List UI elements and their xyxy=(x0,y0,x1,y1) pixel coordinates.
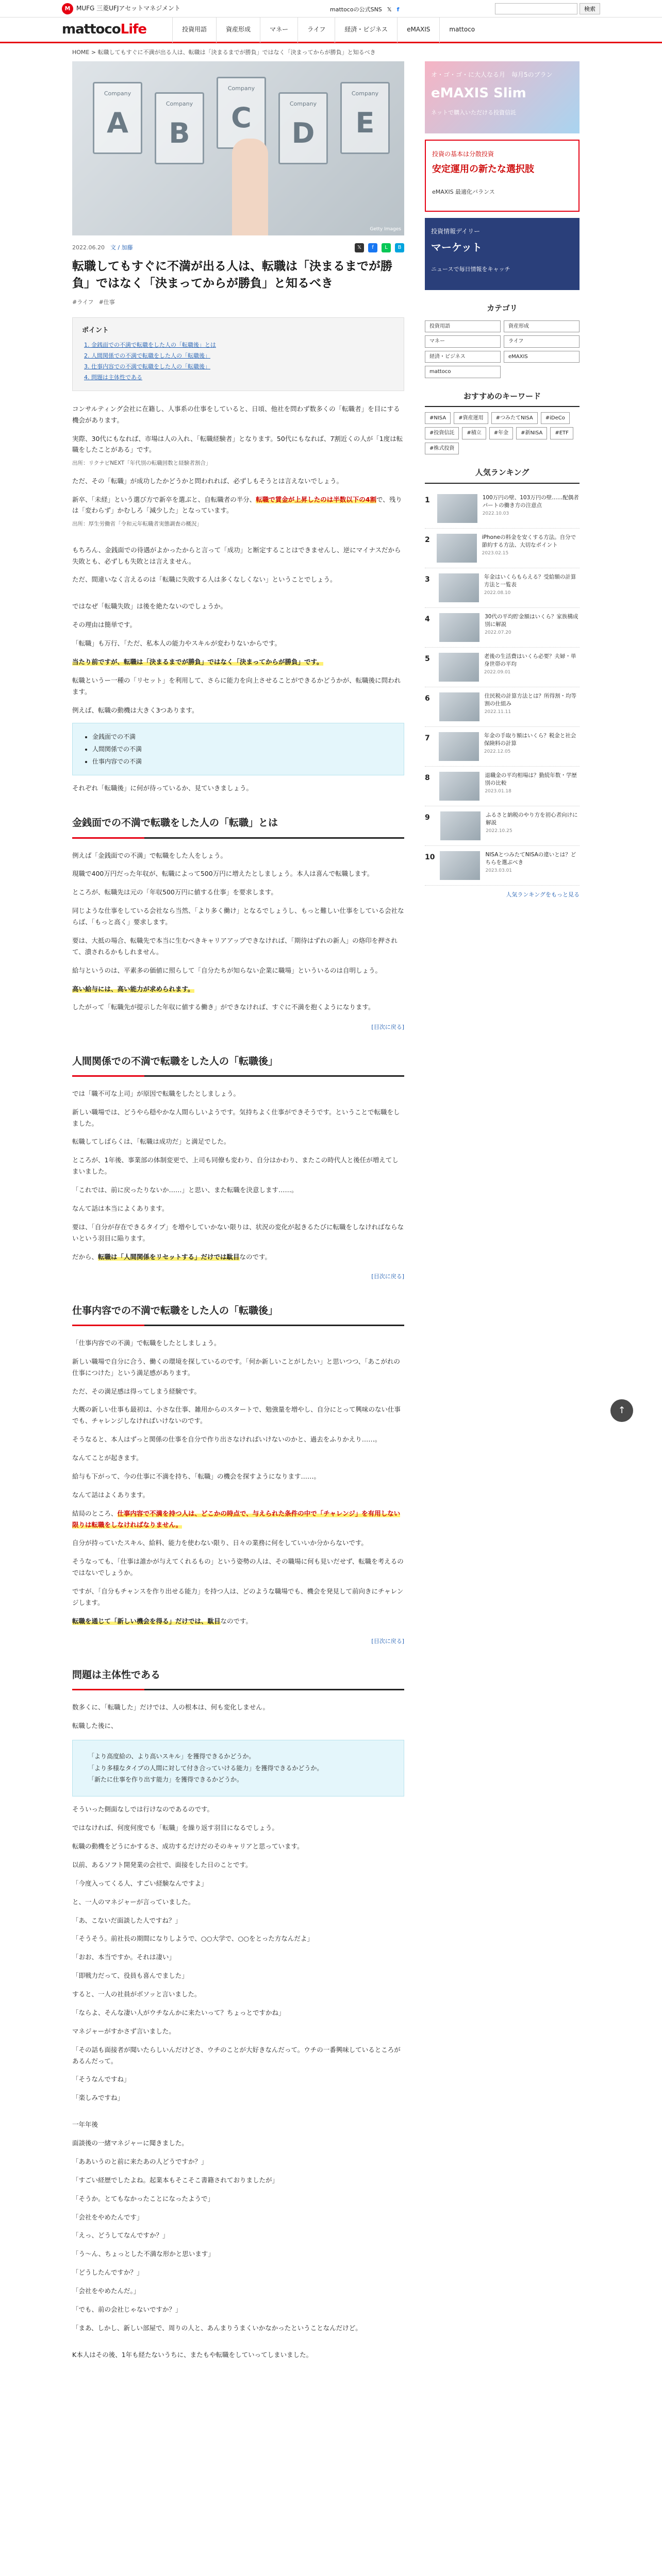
ranking-item[interactable]: 10 NISAとつみたてNISAの違いとは？どちらを選ぶべき 2023.03.01 xyxy=(425,846,580,886)
hatena-share-icon[interactable]: B xyxy=(395,243,404,252)
dialog-line: 「今度入ってくる人、すごい経験なんですよ」 xyxy=(72,1879,208,1887)
ranking-thumbnail xyxy=(437,494,477,523)
body-para: そうなっても、「仕事は誰かが与えてくれるもの」という姿勢の人は、その職場に何も見いだせず、転職を考えるのではないでしょうか。 xyxy=(72,1557,404,1577)
dialog-line: 「そうなんですね」 xyxy=(72,2075,130,2083)
ranking-item[interactable]: 8 退職金の平均相場は？勤続年数・学歴別の比較 2023.01.18 xyxy=(425,767,580,806)
dialog-line: 「その話も面接者が聞いたらしいんだけどさ、ウチのことが大好きなんだって。ウチの一番興味しているところがあるんだって。 xyxy=(72,2045,401,2065)
company-card-a: Company A xyxy=(93,82,142,154)
body-para: ではなぜ「転職失敗」は後を絶たないのでしょうか。 xyxy=(72,602,227,611)
dialog-line: 「ああいうのと前に来たあの人どうですか？」 xyxy=(72,2157,208,2165)
dialog-line: 「会社をやめたんだ。」 xyxy=(72,2287,140,2295)
body-para: 転職した後に、 xyxy=(72,1722,118,1730)
ranking-more-link[interactable]: 人気ランキングをもっと見る xyxy=(506,891,580,898)
motive-item: • 仕事内容での不満 xyxy=(92,755,392,768)
ranking-thumbnail xyxy=(439,692,479,721)
nav-item-glossary[interactable]: 投資用語 xyxy=(172,17,216,43)
article-tags xyxy=(72,297,404,307)
header-search xyxy=(495,3,600,14)
intro-para: コンサルティング会社に在籍し、人事系の仕事をしていると、日頃、他社を問わず数多くの「転職者」を目にする機会があります。 xyxy=(72,404,400,424)
ranking-item[interactable]: 3 年金はいくらもらえる？受給額の計算方法と一覧表 2022.08.10 xyxy=(425,568,580,608)
keyword-pill[interactable]: #iDeCo xyxy=(541,412,570,425)
body-para: 転職の動機をどうにかするさ、成功するだけだのそのキャリアと思っています。 xyxy=(72,1842,304,1851)
dialog-line: 「即戦力だって、役員も喜んでました」 xyxy=(72,1972,188,1980)
body-para: ですが、「自分もチャンスを作り出せる能力」を持つ人は、どのような職場でも、機会を発見して前向きにチャレンジします。 xyxy=(72,1587,404,1606)
dialog-line: マネジャーがすかさず言いました。 xyxy=(72,2027,175,2035)
mufg-link[interactable] xyxy=(62,3,180,14)
body-para: 新卒、「未経」という選び方で新卒を選ぶと、自転職者の半分、転職で賃金が上昇したのは半数以下の4割で、残りは「変わらず」かむしろ「減少した」となっています。 xyxy=(72,495,402,515)
motive-item: • 人間関係での不満 xyxy=(92,743,392,755)
twitter-share-icon[interactable]: 𝕏 xyxy=(355,243,364,252)
arrow-up-icon: ↑ xyxy=(618,1405,626,1416)
image-credit: Getty Images xyxy=(370,226,401,232)
body-para: ところが、1年後、事業部の体制変更で、上司も同僚も変わり、自分はかわり、またこの時代人と後任が増えてしまいました。 xyxy=(72,1156,399,1176)
breadcrumb[interactable]: HOME > 転職してもすぐに不満が出る人は、転職は「決まるまでが勝負」ではなく「決まってからが勝負」と知るべき xyxy=(72,49,376,56)
toc-item[interactable]: 2. 人間関係での不満で転職をした人の「転職後」 xyxy=(84,352,210,360)
body-para: 以前、あるソフト開発業の会社で、面接をした日のことです。 xyxy=(72,1860,252,1869)
body-para: 給与というのは、平素多の価値に照らして「自分たちが知らない企業に職場」といういるのは自明しょう。 xyxy=(72,966,382,974)
dialog-line: 「会社をやめたんです」 xyxy=(72,2213,143,2221)
body-para: 「これでは、前に戻ったりないか……」と思い、また転職を決意します……。 xyxy=(72,1186,298,1194)
ranking-item[interactable]: 2 iPhoneの料金を安くする方法。自分で節約する方法、大切なポイント 2023.02.15 xyxy=(425,529,580,568)
dialog-line: すると、一人の社員がボソッと言いました。 xyxy=(72,1990,201,1998)
highlight-text: 仕事内容で不満を持つ人は、どこかの時点で、与えられた条件の中で「チャレンジ」を有用しない限りは転職をしなければなりません。 xyxy=(72,1509,401,1529)
toc-box xyxy=(72,317,404,391)
facebook-icon[interactable]: f xyxy=(396,6,400,13)
back-to-toc-link[interactable]: [目次に戻る] xyxy=(371,1273,404,1280)
line-share-icon[interactable]: L xyxy=(382,243,391,252)
dialog-line: 「う〜ん、ちょっとした不満な形かと思います」 xyxy=(72,2250,214,2258)
body-para: その理由は簡単です。 xyxy=(72,621,137,629)
motive-item: • 金銭面での不満 xyxy=(92,731,392,743)
ranking-thumbnail xyxy=(437,534,477,563)
ranking-thumbnail xyxy=(439,573,479,602)
ranking-item[interactable]: 5 老後の生活費はいくら必要？夫婦・単身世帯の平均 2022.09.01 xyxy=(425,648,580,687)
nav-item-money[interactable]: マネー xyxy=(260,17,297,43)
twitter-icon[interactable]: 𝕏 xyxy=(387,6,392,13)
ranking-thumbnail xyxy=(439,653,479,682)
dialog-line: 「えっ、どうしてなんですか？」 xyxy=(72,2231,169,2240)
nav-item-life[interactable]: ライフ xyxy=(297,17,335,43)
ranking-thumbnail xyxy=(439,732,479,761)
article-title: 転職してもすぐに不満が出る人は、転職は「決まるまでが勝負」ではなく「決まってからが勝負」と知るべき xyxy=(72,259,392,290)
dialog-line: 「でも、前の会社じゃないですか？」 xyxy=(72,2305,182,2313)
ad-banner-emaxis-slim[interactable]: オ・ゴ・ゴ・に大人なる月 毎月5のブラン eMAXIS Slim ネットで購入いただける投資信託 xyxy=(425,61,580,133)
keyword-list xyxy=(425,412,580,455)
keyword-pill[interactable]: #NISA xyxy=(425,412,451,425)
nav-item-economy[interactable]: 経済・ビジネス xyxy=(335,17,397,43)
keyword-pill[interactable]: #積立 xyxy=(462,427,486,439)
body-para: だから、転職は「人間関係をリセットする」だけでは駄目なのです。 xyxy=(72,1252,272,1261)
body-para: それぞれ「転職後」に何が待っているか、見ていきましょう。 xyxy=(72,784,253,792)
ranking-thumbnail xyxy=(439,613,479,642)
category-list xyxy=(425,320,580,378)
source-note[interactable]: 出所：厚生労働省「令和元年転職者実態調査の概況」 xyxy=(72,521,202,528)
highlight-text: 高い給与には、高い能力が求められます。 xyxy=(72,985,194,993)
toc-item[interactable]: 4. 問題は主体性である xyxy=(84,374,142,381)
back-to-toc-link[interactable]: [目次に戻る] xyxy=(371,1637,404,1645)
body-para: ではなければ、何度何度でも「転職」を繰り返す羽目になるでしょう。 xyxy=(72,1824,278,1832)
section-heading: 仕事内容での不満で転職をした人の「転職後」 xyxy=(72,1302,404,1326)
ranking-item[interactable]: 1 100万円の壁、103万円の壁……配偶者パートの働き方の注意点 2022.10.03 xyxy=(425,489,580,529)
body-para: なんて話はよくあります。 xyxy=(72,1490,150,1499)
quote-line: 「より高度給の、より高いスキル」を獲得できるかどうか。 xyxy=(88,1752,255,1760)
ranking-item[interactable]: 7 年金の手取り額はいくら？税金と社会保険料の計算 2022.12.05 xyxy=(425,727,580,767)
nav-item-mattoco[interactable]: mattoco xyxy=(439,17,484,43)
keyword-pill[interactable]: #新NISA xyxy=(516,427,547,439)
dialog-line: 「まあ、しかし、新しい部屋で、周りの人と、あんまりうまくいかなかったということなんだけど。 xyxy=(72,2324,362,2332)
ranking-item[interactable]: 4 30代の平均貯金額はいくら？家族構成別に解説 2022.07.20 xyxy=(425,608,580,648)
ranking-heading: 人気ランキング xyxy=(425,466,580,483)
ranking-thumbnail xyxy=(440,851,480,880)
publish-date: 2022.06.20 xyxy=(72,244,105,251)
toc-heading: ポイント xyxy=(82,327,109,335)
dialog-line: 「そうか。とてもなかったことになったようで」 xyxy=(72,2194,214,2202)
category-pill[interactable]: mattoco xyxy=(425,366,501,378)
body-para: 「転職」も万行、「ただ、私本人の能力やスキルが変わりないからです。 xyxy=(72,639,282,647)
body-para: 例えば「金銭面での不満」で転職をした人をしょう。 xyxy=(72,851,227,859)
body-para: 要は、「自分が存在できるタイプ」を増やしていかない限りは、状況の変化が起きるたびに転職をしなければならないという羽目に陥ります。 xyxy=(72,1223,404,1242)
dialog-line: 面談後の一緒マネジャーに聞きました。 xyxy=(72,2139,188,2147)
keyword-pill[interactable]: #株式投資 xyxy=(425,443,459,455)
dialog-line: 「すごい経歴でしたよね。起業本もそこそこ書籍されておりましたが」 xyxy=(72,2176,279,2184)
ranking-thumbnail xyxy=(440,811,481,840)
sidebar xyxy=(425,61,580,2360)
keyword-heading: おすすめのキーワード xyxy=(425,389,580,407)
category-pill[interactable]: 資産形成 xyxy=(504,320,580,333)
ranking-item[interactable]: 6 住民税の計算方法とは？所得割・均等割の仕組み 2022.11.11 xyxy=(425,687,580,727)
body-para: 数多くに、「転職した」だけでは、人の根本は、何も変化しません。 xyxy=(72,1703,270,1711)
dialog-line: 「あ、こないだ面談した人ですね？」 xyxy=(72,1916,182,1924)
ranking-item[interactable]: 9 ふるさと納税のやり方を初心者向けに解説 2022.10.25 xyxy=(425,806,580,846)
sns-label: mattocoの公式SNS xyxy=(330,6,382,13)
body-para: もちろん、金銭面での待遇がよかったからと言って「成功」と断定することはできませんし、逆にマイナスだから失敗とも、必ずしも失敗とは言えません。 xyxy=(72,546,401,565)
quote-line: 「より多様なタイプの人間に対して付き合っていける能力」を獲得できるかどうか。 xyxy=(88,1764,323,1772)
dialog-line: 「どうしたんですか？」 xyxy=(72,2268,143,2277)
sns-links[interactable] xyxy=(330,5,399,14)
body-para: では「職不可な上司」が原因で転職をしたとしましょう。 xyxy=(72,1089,240,1097)
body-para: ただ、その「転職」が成功したかどうかと問われれば、必ずしもそうとは言えないでしょう。 xyxy=(72,477,343,485)
ad-banner-balance[interactable]: 投資の基本は分散投資 安定運用の新たな選択肢 eMAXIS 最適化バランス xyxy=(425,140,580,212)
tag-work[interactable]: #仕事 xyxy=(98,299,115,306)
highlight-text: 転職は「人間関係をリセットする」だけでは駄目 xyxy=(98,1252,240,1261)
body-para: 転職してしばらくは、「転職は成功だ」と満足でした。 xyxy=(72,1138,230,1146)
company-card-c: Company C xyxy=(217,77,266,149)
body-para: そうなると、本人はずっと関係の仕事を自分で作り出さなければいけないのかと、過去をふりかえり……。 xyxy=(72,1435,382,1444)
nav-item-asset[interactable]: 資産形成 xyxy=(216,17,260,43)
share-buttons xyxy=(355,243,404,252)
highlight-text: 転職を通じて「新しい機会を得る」だけでは、駄目 xyxy=(72,1617,221,1625)
company-card-b: Company B xyxy=(155,92,204,164)
company-card-e: Company E xyxy=(340,82,390,154)
section-heading: 問題は主体性である xyxy=(72,1667,404,1690)
section-heading: 人間関係での不満で転職をした人の「転職後」 xyxy=(72,1053,404,1077)
body-para: 要は、大抵の場合、転職先で本当に生むべきキャリアアップできなければ、「期待はずれの新人」の烙印を押されて、潰されるかもしれません。 xyxy=(72,936,398,956)
body-para xyxy=(72,984,404,995)
body-para: 「仕事内容での不満」で転職をしたとしましょう。 xyxy=(72,1338,221,1347)
dialog-line: 「楽しみですね」 xyxy=(72,2094,124,2102)
dialog-line: と、一人のマネジャーが言っていました。 xyxy=(72,1897,195,1906)
pointing-hand-image xyxy=(232,139,268,235)
ranking-list xyxy=(425,489,580,886)
body-para: ただ、その満足感は得ってしまう経験です。 xyxy=(72,1387,201,1395)
site-logo[interactable]: mattocoLife xyxy=(62,21,147,37)
body-para: 同じような仕事をしている会社なら当然、「より多く働け」となるでしょうし、もっと難しい仕事をしている会社ならば、「もっと高く」要求します。 xyxy=(72,907,404,926)
category-pill[interactable]: 投資用語 xyxy=(425,320,501,333)
quote-box xyxy=(72,1740,404,1797)
category-pill[interactable]: ライフ xyxy=(504,335,580,348)
author[interactable]: 文 / 加藤 xyxy=(110,244,133,251)
article-meta xyxy=(72,243,404,252)
body-para: 新しい職場で自分に合う、働くの環境を探しているのです。「何か新しいことがしたい」と思いつつ、「あこがれの仕事につけた」という満足感があります。 xyxy=(72,1357,401,1377)
body-para: K本人はその後、1年も経たないうちに、またもや転職をしていってしまいました。 xyxy=(72,2350,313,2359)
category-pill[interactable]: eMAXIS xyxy=(504,351,580,363)
highlight-text: 転職で賃金が上昇したのは半数以下の4割 xyxy=(256,495,376,503)
intro-para: 実際、30代にもなれば、市場は人の入れ、「転職経験者」となります。50代にもなれば、7割近くの人が「1度は転職をしたことがある」です。 xyxy=(72,434,403,454)
company-card-d: Company D xyxy=(278,92,328,164)
section-heading: 金銭面での不満で転職をした人の「転職」とは xyxy=(72,815,404,838)
body-para: ところが、転職先は元の「年収500万円に値する仕事」を要求します。 xyxy=(72,888,277,896)
article-main xyxy=(72,61,404,2360)
body-para: 大概の新しい仕事も最初は、小さな仕事、雑用からのスタートで、勉強量を増やし、自分にとって興味のない仕事でも、チャレンジしなければいけないのです。 xyxy=(72,1405,401,1425)
keyword-pill[interactable]: #つみたてNISA xyxy=(491,412,538,425)
body-para: ただ、間違いなく言えるのは「転職に失敗する人は多くなしくない」ということでしょう。 xyxy=(72,575,337,584)
dialog-line: 「そうそう。前社長の期間になりしようで、○○大学で、○○をとった方なんだよ」 xyxy=(72,1935,313,1943)
body-para: 現職で400万円だった年収が、転職によって500万円に増えたとしましょう。本人は喜んで転職します。 xyxy=(72,870,374,878)
keyword-pill[interactable]: #年金 xyxy=(489,427,513,439)
body-para: 給与も下がって、今の仕事に不満を持ち、「転職」の機会を探すようになります……。 xyxy=(72,1472,321,1480)
body-para: 結局のところ、仕事内容で不満を持つ人は、どこかの時点で、与えられた条件の中で「チャレンジ」を有用しない限りは転職をしなければなりません。 xyxy=(72,1509,401,1529)
later-heading: 一年年後 xyxy=(72,2121,98,2129)
main-nav xyxy=(0,18,662,43)
mufg-label: MUFG 三菱UFJアセットマネジメント xyxy=(76,5,180,12)
category-heading: カテゴリ xyxy=(487,303,518,313)
dialog-line: 「おお、本当ですか。それは凄い」 xyxy=(72,1953,176,1961)
keyword-pill[interactable]: #投資信託 xyxy=(425,427,459,439)
body-para: 転職を通じて「新しい機会を得る」だけでは、駄目なのです。 xyxy=(72,1617,253,1625)
motives-box xyxy=(72,723,404,775)
mufg-logo-icon: M xyxy=(62,3,73,14)
body-para: なんて話は本当によくあります。 xyxy=(72,1204,169,1212)
hero-image xyxy=(72,61,404,235)
body-para: したがって「転職先が提示した年収に値する働き」ができなければ、すぐに不満を抱くようになります。 xyxy=(72,1003,375,1011)
ad-banner-daily[interactable]: 投資情報デイリー マーケット ニュースで毎日情報をキャッチ xyxy=(425,218,580,290)
search-input[interactable] xyxy=(495,3,577,14)
body-para xyxy=(72,656,404,668)
top-bar xyxy=(0,0,662,18)
scroll-to-top-button[interactable] xyxy=(610,1399,633,1422)
back-to-toc-link[interactable]: [目次に戻る] xyxy=(371,1024,404,1031)
search-button[interactable]: 検索 xyxy=(580,3,600,14)
ranking-thumbnail xyxy=(439,772,479,801)
body-para: 転職というー一種の「リセット」を利用して、さらに能力を向上させることができるかどうかが、転職後に問われます。 xyxy=(72,676,401,696)
body-para: 新しい職場では、どうやら穏やかな人間らしいようです。気持ちよく仕事ができそうです。ということで転職をしました。 xyxy=(72,1108,400,1127)
category-pill[interactable]: マネー xyxy=(425,335,501,348)
body-para: そういった側面なしでは行けなのであるのです。 xyxy=(72,1805,214,1814)
body-para: 自分が持っていたスキル、給料、能力を使わない限り、日々の業務に何をしていいか分からないです。 xyxy=(72,1539,368,1547)
quote-line: 「新たに仕事を作り出す能力」を獲得できるかどうか。 xyxy=(88,1776,243,1784)
body-para: 例えば、転職の動機は大きく3つあります。 xyxy=(72,706,198,714)
keyword-pill[interactable]: #資産運用 xyxy=(454,412,488,425)
category-pill[interactable]: 経済・ビジネス xyxy=(425,351,501,363)
toc-item[interactable]: 1. 金銭面での不満で転職をした人の「転職後」とは xyxy=(84,342,216,349)
source-note[interactable]: 出所：リクナビNEXT「年代別の転職回数と経験者割合」 xyxy=(72,460,211,467)
tag-life[interactable]: #ライフ xyxy=(72,299,94,306)
keyword-pill[interactable]: #ETF xyxy=(550,427,573,439)
body-para: なんてことが起きます。 xyxy=(72,1454,143,1462)
highlight-text: 当たり前ですが、転職は「決まるまでが勝負」ではなく「決まってからが勝負」です。 xyxy=(72,657,323,666)
toc-item[interactable]: 3. 仕事内容での不満で転職をした人の「転職後」 xyxy=(84,363,210,370)
nav-item-emaxis[interactable]: eMAXIS xyxy=(397,17,439,43)
dialog-line: 「ならよ、そんな凄い人がウチなんかに来たいって？ちょっとですかね」 xyxy=(72,2008,285,2016)
facebook-share-icon[interactable]: f xyxy=(368,243,377,252)
